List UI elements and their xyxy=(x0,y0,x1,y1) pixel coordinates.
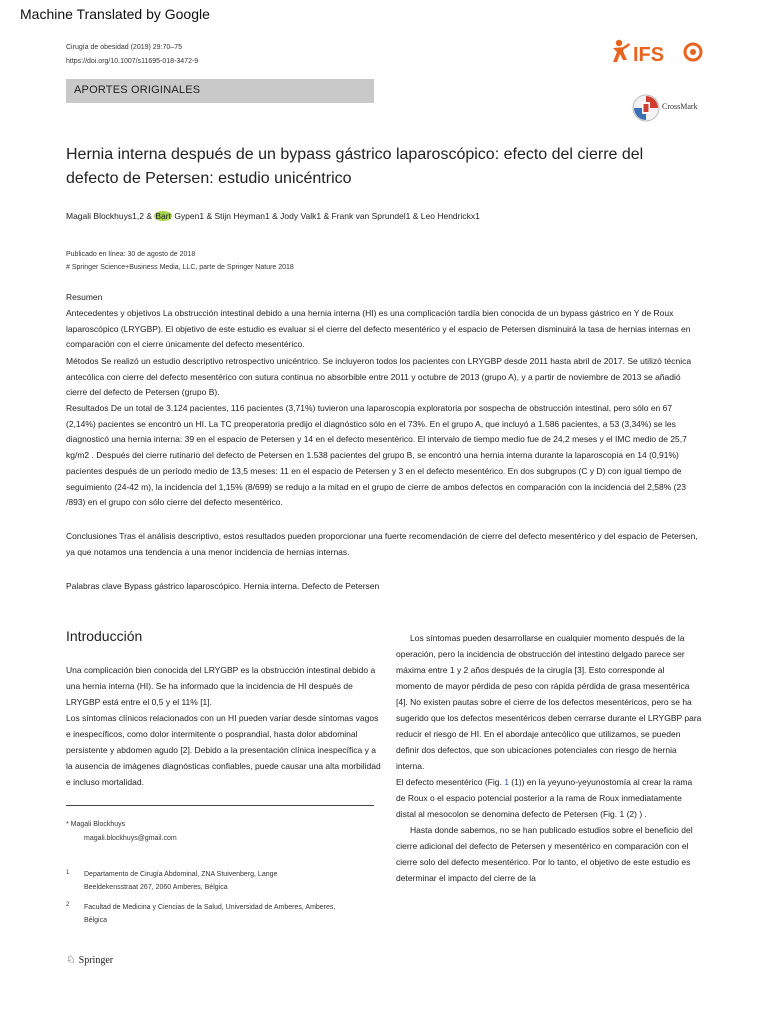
intro-paragraph-3: Los síntomas pueden desarrollarse en cualquier momento después de la operación, pero la incidencia de obstrucción del intestino delgado parece ser máxima entre 1 y 2 años después de la cirugía [3]. Esto corresponde al momento de mayor pérdida de peso con rápida pérdida de grasa mesentérica [4]. No existen pautas sobre el cierre de los defectos mesentéricos, pero se ha sugerido que los defectos mesentéricos deben cerrarse durante el LRYGBP para reducir el riesgo de HI. En el abordaje antecólico que utilizamos, se pueden definir dos defectos, que son ubicaciones potenciales con riesgo de hernia interna. xyxy=(396,633,702,771)
intro-paragraph-4 xyxy=(396,774,702,822)
intro-paragraph-4-end: (1)) en la yeyuno-yeyunostomía al crear la rama de Roux o el espacio potencial posterior a la rama de Roux inmediatamente distal al mesocolon se denomina defecto de Petersen (Fig. 1 (2) ) . xyxy=(396,777,693,819)
publisher-logo xyxy=(66,953,113,966)
abstract-background: Antecedentes y objetivos La obstrucción intestinal debido a una hernia interna (HI) es una complicación tardía bien conocida de un bypass gástrico en Y de Roux laparoscópico (LRYGBP). El objetivo de este estudio es evaluar si el cierre del defecto mesentérico y el espacio de Petersen disminuirá la tasa de hernias internas en comparación con el cierre únicamente del defecto mesentérico. xyxy=(66,308,691,350)
springer-horse-icon: ♘ xyxy=(66,954,76,966)
copyright-line: # Springer Science+Business Media, LLC, parte de Springer Nature 2018 xyxy=(66,264,294,271)
publisher-name: Springer xyxy=(78,955,114,966)
author-list xyxy=(66,211,706,221)
affiliation-1: Departamento de Cirugía Abdominal, ZNA Stuivenberg, Lange Beeldekensstraat 267, 2060 Amberes, Bélgica xyxy=(84,871,278,891)
intro-right-column xyxy=(396,630,702,886)
intro-left-column xyxy=(66,662,382,790)
section-label-bar xyxy=(66,79,374,103)
abstract-conclusions: Conclusiones Tras el análisis descriptivo, estos resultados pueden proporcionar una fuerte recomendación de cierre del defecto mesentérico y del espacio de Petersen, ya que notamos una tendencia a una menor incidencia de hernias internas. xyxy=(66,531,698,557)
authors-part1: Magali Blockhuys1,2 & xyxy=(66,211,155,221)
intro-paragraph-2: Los síntomas clínicos relacionados con un HI pueden variar desde síntomas vagos e inespecíficos, como dolor intermitente o posprandial, hasta dolor abdominal persistente y abdomen agudo [2]. Debido a la presentación clínica inespecífica y a la ausencia de imágenes diagnósticas confiables, puede causar una alta morbilidad e incluso mortalidad. xyxy=(66,713,381,787)
journal-citation: Cirugía de obesidad (2019) 29:70–75 xyxy=(66,44,182,51)
society-logo-icon xyxy=(609,38,705,68)
intro-heading: Introducción xyxy=(66,628,143,644)
intro-paragraph-5: Hasta donde sabemos, no se han publicado estudios sobre el beneficio del cierre adicional del defecto de Petersen y mesentérico en comparación con el cierre solo del defecto mesentérico. Por lo tanto, el objetivo de este estudio es determinar el impacto del cierre de la xyxy=(396,825,693,883)
affiliation-2-number: 2 xyxy=(66,902,70,908)
society-logo xyxy=(609,38,705,68)
intro-paragraph-4-start: El defecto mesentérico (Fig. xyxy=(396,777,505,787)
authors-part2: Gypen1 & Stijn Heyman1 & Jody Valk1 & Frank van Sprundel1 & Leo Hendrickx1 xyxy=(171,211,480,221)
affiliation-2: Facultad de Medicina y Ciencias de la Salud, Universidad de Amberes, Amberes, Bélgica xyxy=(84,904,336,924)
paper-title: Hernia interna después de un bypass gástrico laparoscópico: efecto del cierre del defecto de Petersen: estudio unicéntrico xyxy=(66,146,644,187)
abstract-heading: Resumen xyxy=(66,292,103,302)
figure-1-link[interactable]: 1 xyxy=(504,777,509,787)
published-date: Publicado en línea: 30 de agosto de 2018 xyxy=(66,251,196,258)
affiliation-1-number: 1 xyxy=(66,870,70,876)
intro-paragraph-1: Una complicación bien conocida del LRYGBP es la obstrucción intestinal debido a una hernia interna (HI). Se ha informado que la incidencia de HI después de LRYGBP está entre el 0,5 y el 11% [1]. xyxy=(66,665,376,707)
abstract-methods: Métodos Se realizó un estudio descriptivo retrospectivo unicéntrico. Se incluyeron todos los pacientes con LRYGBP desde 2011 hasta abril de 2017. Se utilizó técnica antecólica con cierre del defecto mesentérico con sutura continua no absorbible entre 2011 y octubre de 2013 (grupo A), y a partir de noviembre de 2013 se añadió cierre del defecto de Petersen (grupo B). xyxy=(66,356,692,398)
author-highlight: Bart xyxy=(155,211,171,221)
logo-text: IFS xyxy=(633,44,665,66)
crossmark-label: CrossMark xyxy=(662,102,698,111)
corresponding-email[interactable]: magali.blockhuys@gmail.com xyxy=(84,835,177,842)
corresponding-author: * Magali Blockhuys xyxy=(66,821,126,828)
doi-link[interactable]: https://doi.org/10.1007/s11695-018-3472-9 xyxy=(66,58,199,65)
abstract-results: Resultados De un total de 3.124 pacientes, 116 pacientes (3,71%) tuvieron una laparoscopia exploratoria por sospecha de obstrucción intestinal, pero sólo en 67 (2,14%) pacientes se encontró un HI. La TC preoperatoria predijo el diagnóstico sólo en el 73%. En el grupo A, que incluyó a 1.586 pacientes, a 53 (3,34%) se les diagnosticó una hernia interna: 39 en el espacio de Petersen y 14 en el defecto mesentérico. El intervalo de tiempo medio fue de 24,2 meses y el IMC medio de 25,7 kg/m2 . Después del cierre rutinario del defecto de Petersen en 1.538 pacientes del grupo B, se encontró una hernia interna durante la laparoscopia en 14 (0,91%) pacientes después de un período medio de 13,5 meses: 11 en el espacio de Petersen y 3 en el defecto mesentérico. En dos subgrupos (C y D) con igual tiempo de seguimiento (24-42 m), la incidencia del 1,15% (8/699) se redujo a la mitad en el grupo de cierre de ambos defectos en comparación con la incidencia del 2,58% (23 /893) en el grupo con sólo cierre del defecto mesentérico. xyxy=(66,403,687,508)
machine-translation-banner: Machine Translated by Google xyxy=(20,6,210,22)
keywords: Palabras clave Bypass gástrico laparoscópico. Hernia interna. Defecto de Petersen xyxy=(66,581,380,591)
crossmark-badge[interactable] xyxy=(632,93,708,123)
section-label: APORTES ORIGINALES xyxy=(74,84,201,96)
footnote-divider xyxy=(66,805,374,806)
